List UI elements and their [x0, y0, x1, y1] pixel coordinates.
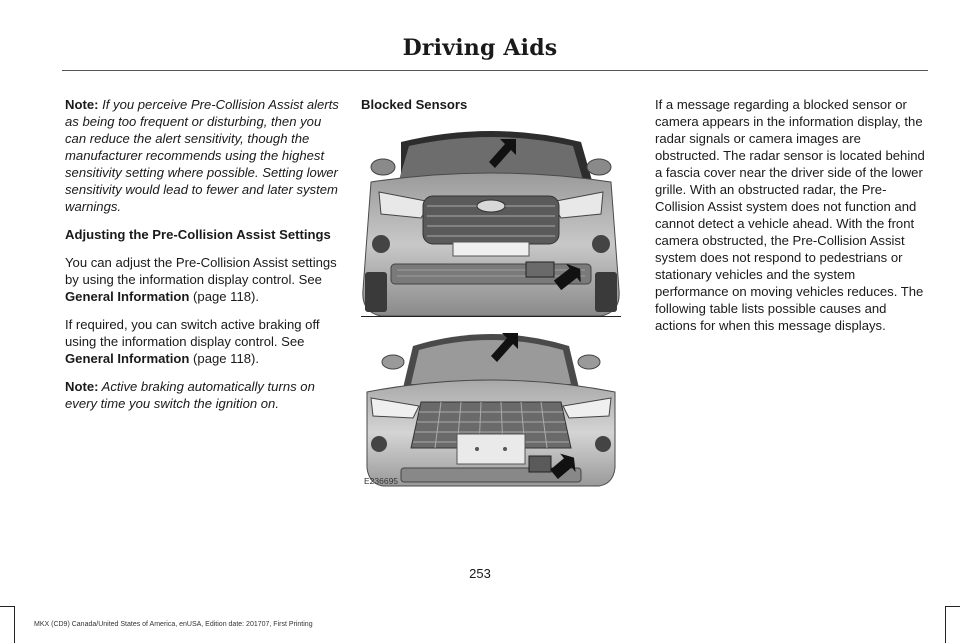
paragraph-adjust-settings: You can adjust the Pre-Collision Assist settings by using the information display control. See General Information (page 118).: [65, 255, 337, 304]
crop-mark: [945, 606, 960, 607]
column-left: [65, 96, 339, 423]
link-general-information[interactable]: General Information: [65, 351, 190, 366]
note-sensitivity: [65, 96, 339, 215]
blocked-sensors-illustration: [361, 122, 621, 490]
section-heading-blocked-sensors: Blocked Sensors: [361, 97, 468, 112]
page-number: 253: [469, 566, 491, 581]
header-rule: [62, 70, 928, 71]
crop-mark: [14, 606, 15, 643]
suv-front-view: [363, 131, 619, 316]
edition-footer: MKX (CD9) Canada/United States of America, enUSA, Edition date: 201707, First Printing: [34, 621, 313, 628]
paragraph-active-braking: If required, you can switch active braking off using the information display control. See General Information (page 118).: [65, 317, 320, 366]
note-text: Active braking automatically turns on every time you switch the ignition on.: [65, 379, 315, 411]
figure-divider: [361, 316, 621, 317]
link-general-information[interactable]: General Information: [65, 289, 190, 304]
paragraph-blocked-sensor-message: If a message regarding a blocked sensor or camera appears in the information display, the radar signals or camera images are obstructed. The radar sensor is located behind a fascia cover near the driver side of the lower grille. With an obstructed radar, the Pre-Collision Assist system does not function and cannot detect a vehicle ahead. With the front camera obstructed, the Pre-Collision Assist system does not respond to pedestrians or stationary vehicles and the system performance on moving vehicles reduces. The following table lists possible causes and actions for when this message displays.: [655, 97, 925, 333]
crop-mark: [0, 606, 14, 607]
note-text: If you perceive Pre-Collision Assist alerts as being too frequent or disturbing, then you can reduce the alert sensitivity, though the manufacturer recommends using the highest sensitivity setting where possible. Setting lower sensitivity would lead to fewer and later system warnings.: [65, 97, 339, 214]
figure-code: E236695: [364, 476, 399, 486]
section-heading-adjusting: Adjusting the Pre-Collision Assist Settings: [65, 227, 331, 242]
note-label: Note:: [65, 379, 99, 394]
note-active-braking: [65, 378, 339, 412]
sedan-front-view: [367, 333, 615, 486]
column-right: [655, 96, 929, 345]
page-header-title: Driving Aids: [402, 35, 558, 61]
note-label: Note:: [65, 97, 99, 112]
crop-mark: [945, 606, 946, 643]
